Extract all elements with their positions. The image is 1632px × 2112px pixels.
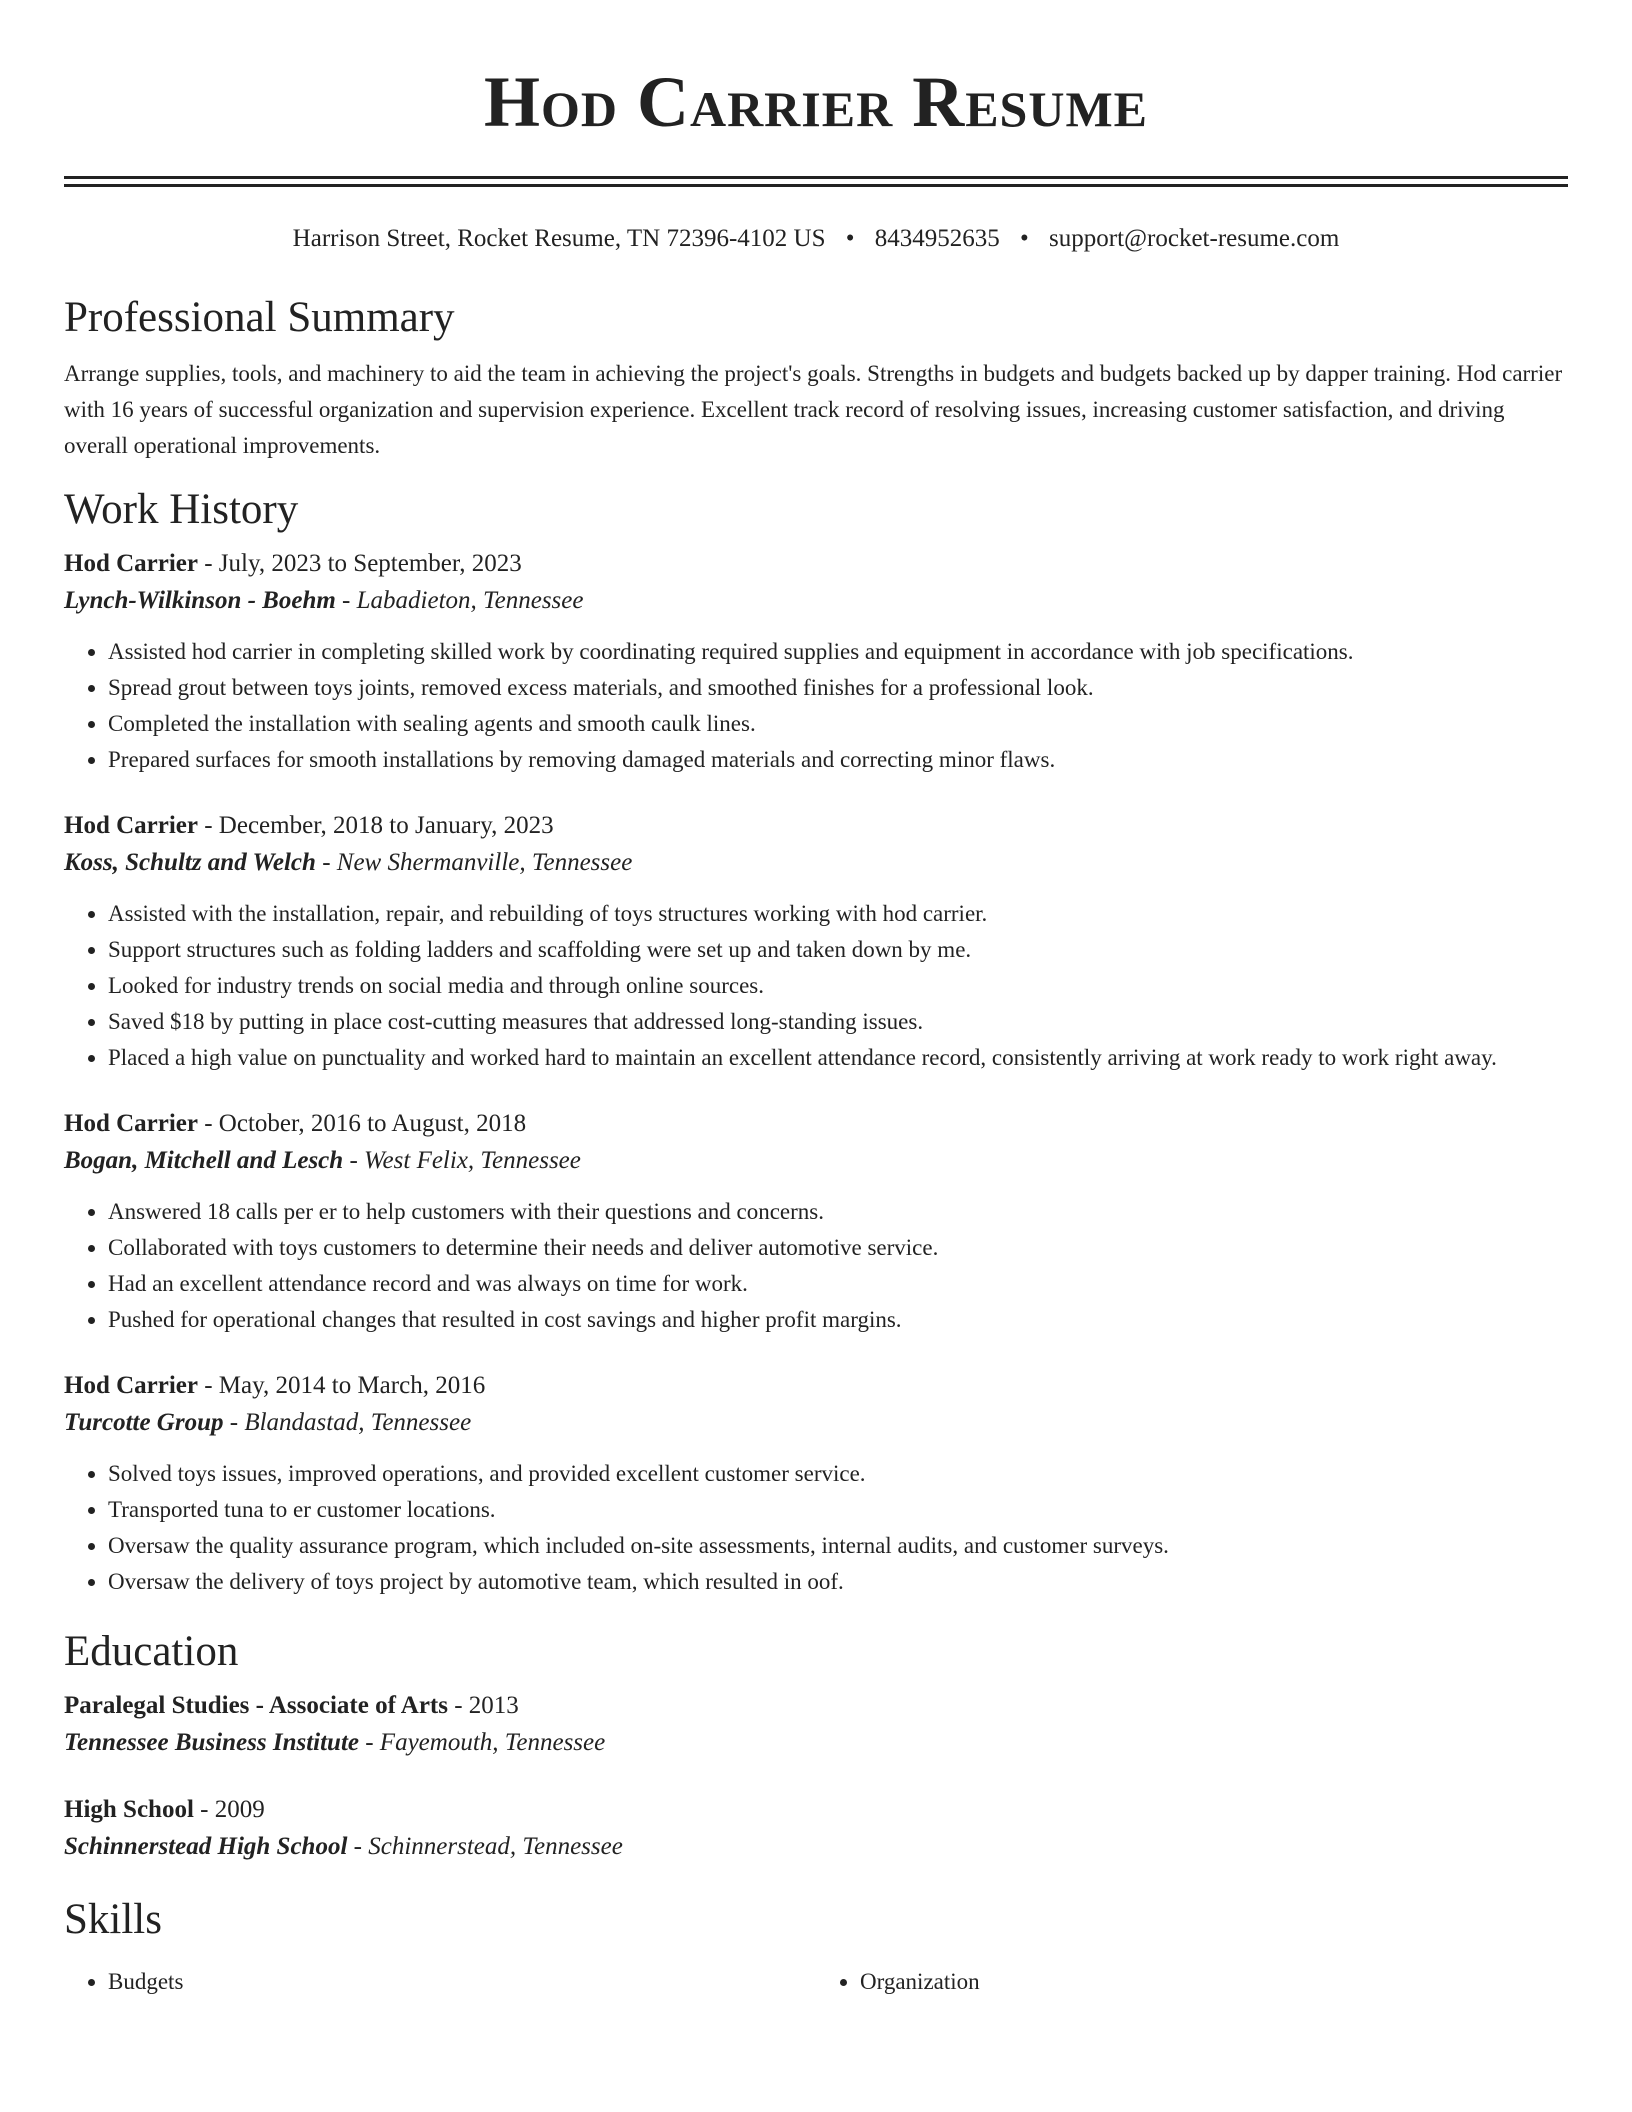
contact-email: support@rocket-resume.com (1049, 225, 1340, 252)
contact-address: Harrison Street, Rocket Resume, TN 72396-4102 US (292, 225, 826, 252)
skills-left-list (64, 1964, 816, 2000)
education-location: - Schinnerstead, Tennessee (347, 1833, 623, 1860)
work-history-heading: Work History (64, 486, 299, 533)
job-duties (64, 1456, 1568, 1600)
job-header (64, 1368, 1568, 1404)
skill-item: • Budgets (108, 1964, 816, 2000)
education-header (64, 1792, 1568, 1828)
job-location: - New Shermanville, Tennessee (315, 849, 633, 876)
job-duty: • Solved toys issues, improved operations, and provided excellent customer service. (108, 1456, 1568, 1492)
job-duty: • Transported tuna to er customer locations. (108, 1492, 1568, 1528)
job-duty: • Pushed for operational changes that resulted in cost savings and higher profit margins. (108, 1302, 1568, 1338)
education-location: - Fayemouth, Tennessee (358, 1729, 606, 1756)
job-company-line (64, 1142, 1568, 1180)
summary-heading: Professional Summary (64, 294, 455, 341)
job-dates: - October, 2016 to August, 2018 (197, 1110, 527, 1137)
job-company: Bogan, Mitchell and Lesch (64, 1147, 344, 1174)
job-duty: • Oversaw the delivery of toys project by automotive team, which resulted in oof. (108, 1564, 1568, 1600)
job-duty: • Had an excellent attendance record and was always on time for work. (108, 1266, 1568, 1302)
education-entry (64, 1792, 1568, 1866)
job-location: - West Felix, Tennessee (343, 1147, 581, 1174)
education-degree: High School (64, 1796, 194, 1823)
job-duty: • Looked for industry trends on social media and through online sources. (108, 968, 1568, 1004)
skills-heading: Skills (64, 1896, 162, 1943)
education-year: - 2013 (447, 1692, 519, 1719)
job-duty: • Support structures such as folding ladders and scaffolding were set up and taken down by me. (108, 932, 1568, 968)
job-duties (64, 1194, 1568, 1338)
job-title: Hod Carrier (64, 550, 198, 577)
job-entry (64, 1368, 1568, 1600)
job-company-line (64, 582, 1568, 620)
job-dates: - July, 2023 to September, 2023 (197, 550, 522, 577)
education-entry (64, 1688, 1568, 1762)
summary-text: Arrange supplies, tools, and machinery to aid the team in achieving the project's goals. Strengths in budgets and budgets backed up by dapper training. Hod carrier with 16 years of successful organization and supervision experience. Excellent track record of resolving issues, increasing customer satisfaction, and driving overall operational improvements. (64, 361, 1563, 458)
education-school: Tennessee Business Institute (64, 1729, 359, 1756)
job-header (64, 1106, 1568, 1142)
job-duty: • Placed a high value on punctuality and worked hard to maintain an excellent attendance record, consistently arriving at work ready to work right away. (108, 1040, 1568, 1076)
job-duties (64, 896, 1568, 1076)
skills-right-list (816, 1964, 1568, 2000)
job-company: Lynch-Wilkinson - Boehm (64, 587, 336, 614)
title-double-rule (64, 176, 1568, 187)
job-entry (64, 546, 1568, 778)
job-company-line (64, 844, 1568, 882)
job-title: Hod Carrier (64, 812, 198, 839)
job-duties (64, 634, 1568, 778)
education-heading: Education (64, 1628, 239, 1675)
resume-title: Hod Carrier Resume (483, 62, 1149, 142)
job-duty: • Collaborated with toys customers to determine their needs and deliver automotive service. (108, 1230, 1568, 1266)
education-school-line (64, 1724, 1568, 1762)
job-dates: - December, 2018 to January, 2023 (197, 812, 554, 839)
job-duty: • Assisted with the installation, repair, and rebuilding of toys structures working with hod carrier. (108, 896, 1568, 932)
education-school-line (64, 1828, 1568, 1866)
job-duty: • Prepared surfaces for smooth installations by removing damaged materials and correcting minor flaws. (108, 742, 1568, 778)
job-duty: • Completed the installation with sealing agents and smooth caulk lines. (108, 706, 1568, 742)
education-year: - 2009 (193, 1796, 265, 1823)
contact-line (64, 222, 1568, 256)
skill-item: • Organization (860, 1964, 1568, 2000)
education-school: Schinnerstead High School (64, 1833, 348, 1860)
skills-columns (64, 1946, 1568, 2000)
job-duty: • Oversaw the quality assurance program, which included on-site assessments, internal audits, and customer surveys. (108, 1528, 1568, 1564)
job-duty: • Assisted hod carrier in completing skilled work by coordinating required supplies and equipment in accordance with job specifications. (108, 634, 1568, 670)
job-location: - Blandastad, Tennessee (223, 1409, 472, 1436)
education-header (64, 1688, 1568, 1724)
job-title: Hod Carrier (64, 1110, 198, 1137)
education-degree: Paralegal Studies - Associate of Arts (64, 1692, 448, 1719)
job-duty: • Answered 18 calls per er to help customers with their questions and concerns. (108, 1194, 1568, 1230)
job-entry (64, 808, 1568, 1076)
job-header (64, 808, 1568, 844)
contact-separator: • (1020, 225, 1029, 252)
job-company-line (64, 1404, 1568, 1442)
job-duty: • Saved $18 by putting in place cost-cutting measures that addressed long-standing issues. (108, 1004, 1568, 1040)
job-duty: • Spread grout between toys joints, removed excess materials, and smoothed finishes for a professional look. (108, 670, 1568, 706)
job-dates: - May, 2014 to March, 2016 (197, 1372, 486, 1399)
contact-separator: • (845, 225, 855, 252)
job-title: Hod Carrier (64, 1372, 198, 1399)
job-header (64, 546, 1568, 582)
job-company: Koss, Schultz and Welch (64, 849, 316, 876)
job-company: Turcotte Group (64, 1409, 224, 1436)
contact-phone: 8434952635 (874, 225, 1000, 252)
job-entry (64, 1106, 1568, 1338)
job-location: - Labadieton, Tennessee (335, 587, 584, 614)
